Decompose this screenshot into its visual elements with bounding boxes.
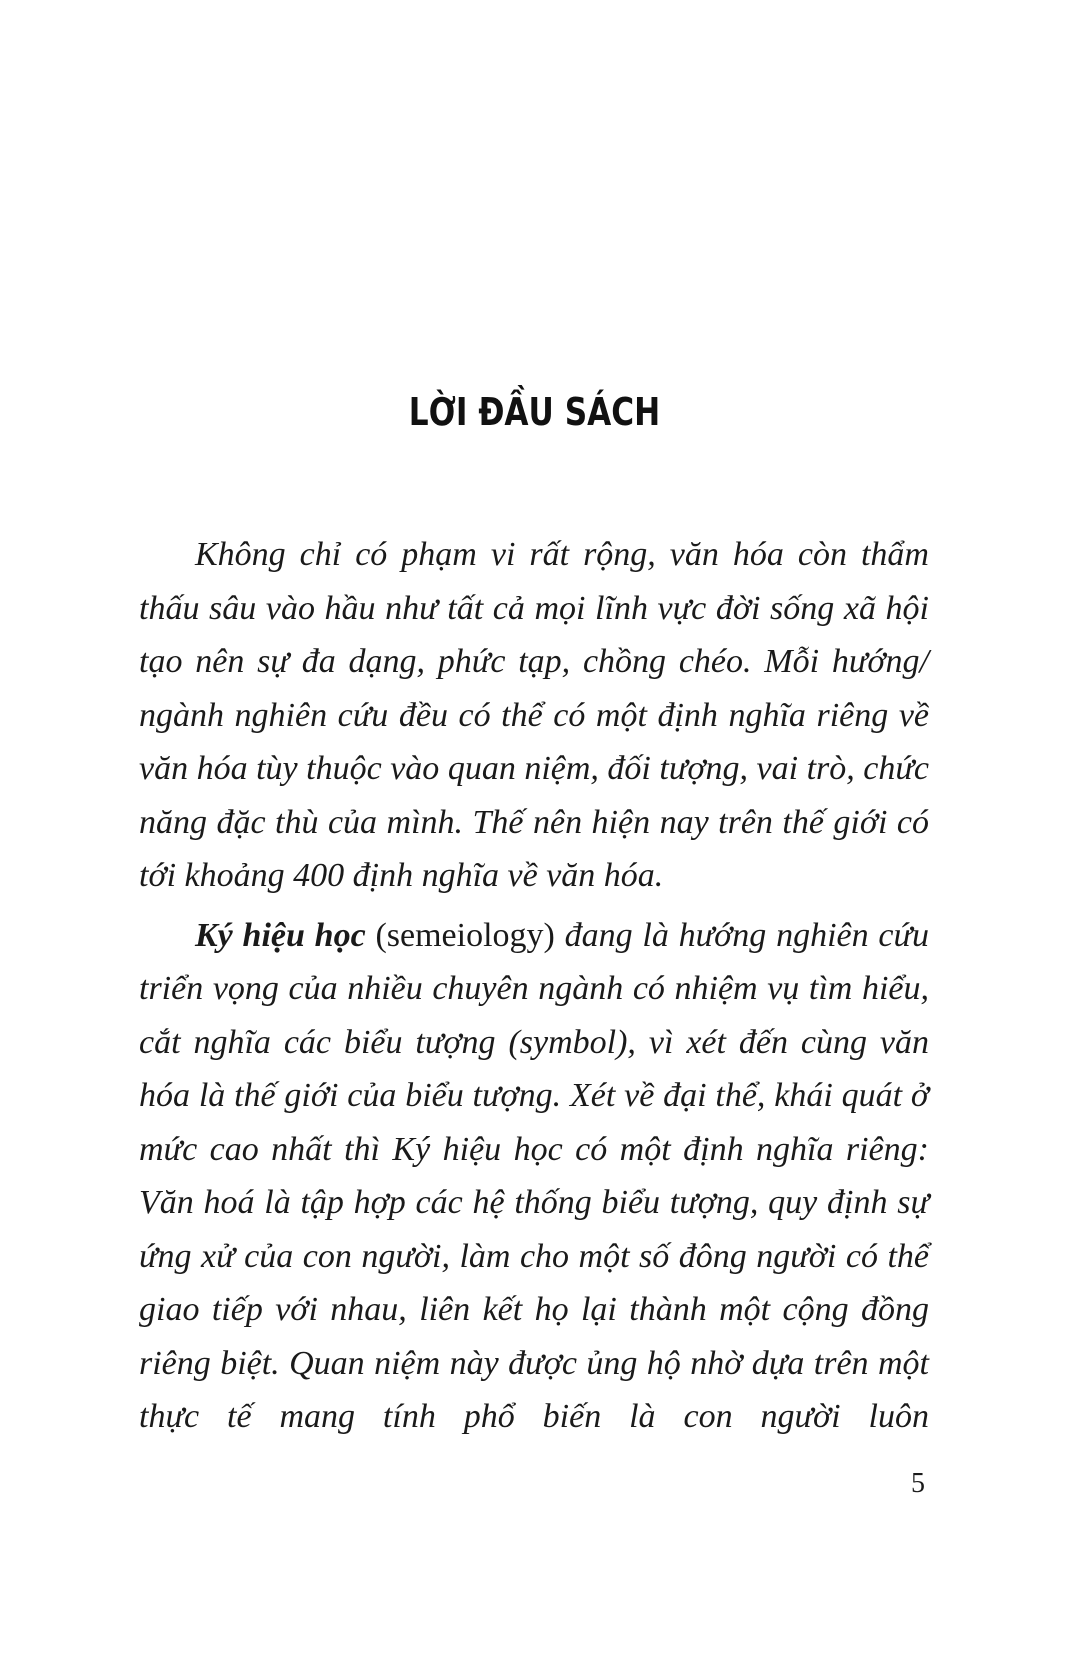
paragraph-2 (139, 909, 929, 1444)
bold-term: Ký hiệu học (195, 916, 366, 954)
paragraph-2-text: đang là hướng nghiên cứu triển vọng của nhiều chuyên ngành có nhiệm vụ tìm hiểu, cắt nghĩa các biểu tượng (symbol), vì xét đến cùng văn hóa là thế giới của biểu tượng. Xét về đại thể, khái quát ở mức cao nhất thì Ký hiệu học có một định nghĩa riêng: Văn hoá là tập hợp các hệ thống biểu tượng, quy định sự ứng xử của con người, làm cho một số đông người có thể giao tiếp với nhau, liên kết họ lại thành một cộng đồng riêng biệt. Quan niệm này được ủng hộ nhờ dựa trên một thực tế mang tính phổ biến là con người luôn (139, 916, 930, 1435)
term-gloss: (semeiology) (375, 916, 555, 954)
body-text (139, 528, 929, 1444)
paragraph-1: Không chỉ có phạm vi rất rộng, văn hóa còn thẩm thấu sâu vào hầu như tất cả mọi lĩnh vực đời sống xã hội tạo nên sự đa dạng, phức tạp, chồng chéo. Mỗi hướng/ ngành nghiên cứu đều có thể có một định nghĩa riêng về văn hóa tùy thuộc vào quan niệm, đối tượng, vai trò, chức năng đặc thù của mình. Thế nên hiện nay trên thế giới có tới khoảng 400 định nghĩa về văn hóa. (139, 536, 929, 894)
chapter-title: LỜI ĐẦU SÁCH (408, 390, 661, 434)
page-number: 5 (911, 1468, 925, 1499)
